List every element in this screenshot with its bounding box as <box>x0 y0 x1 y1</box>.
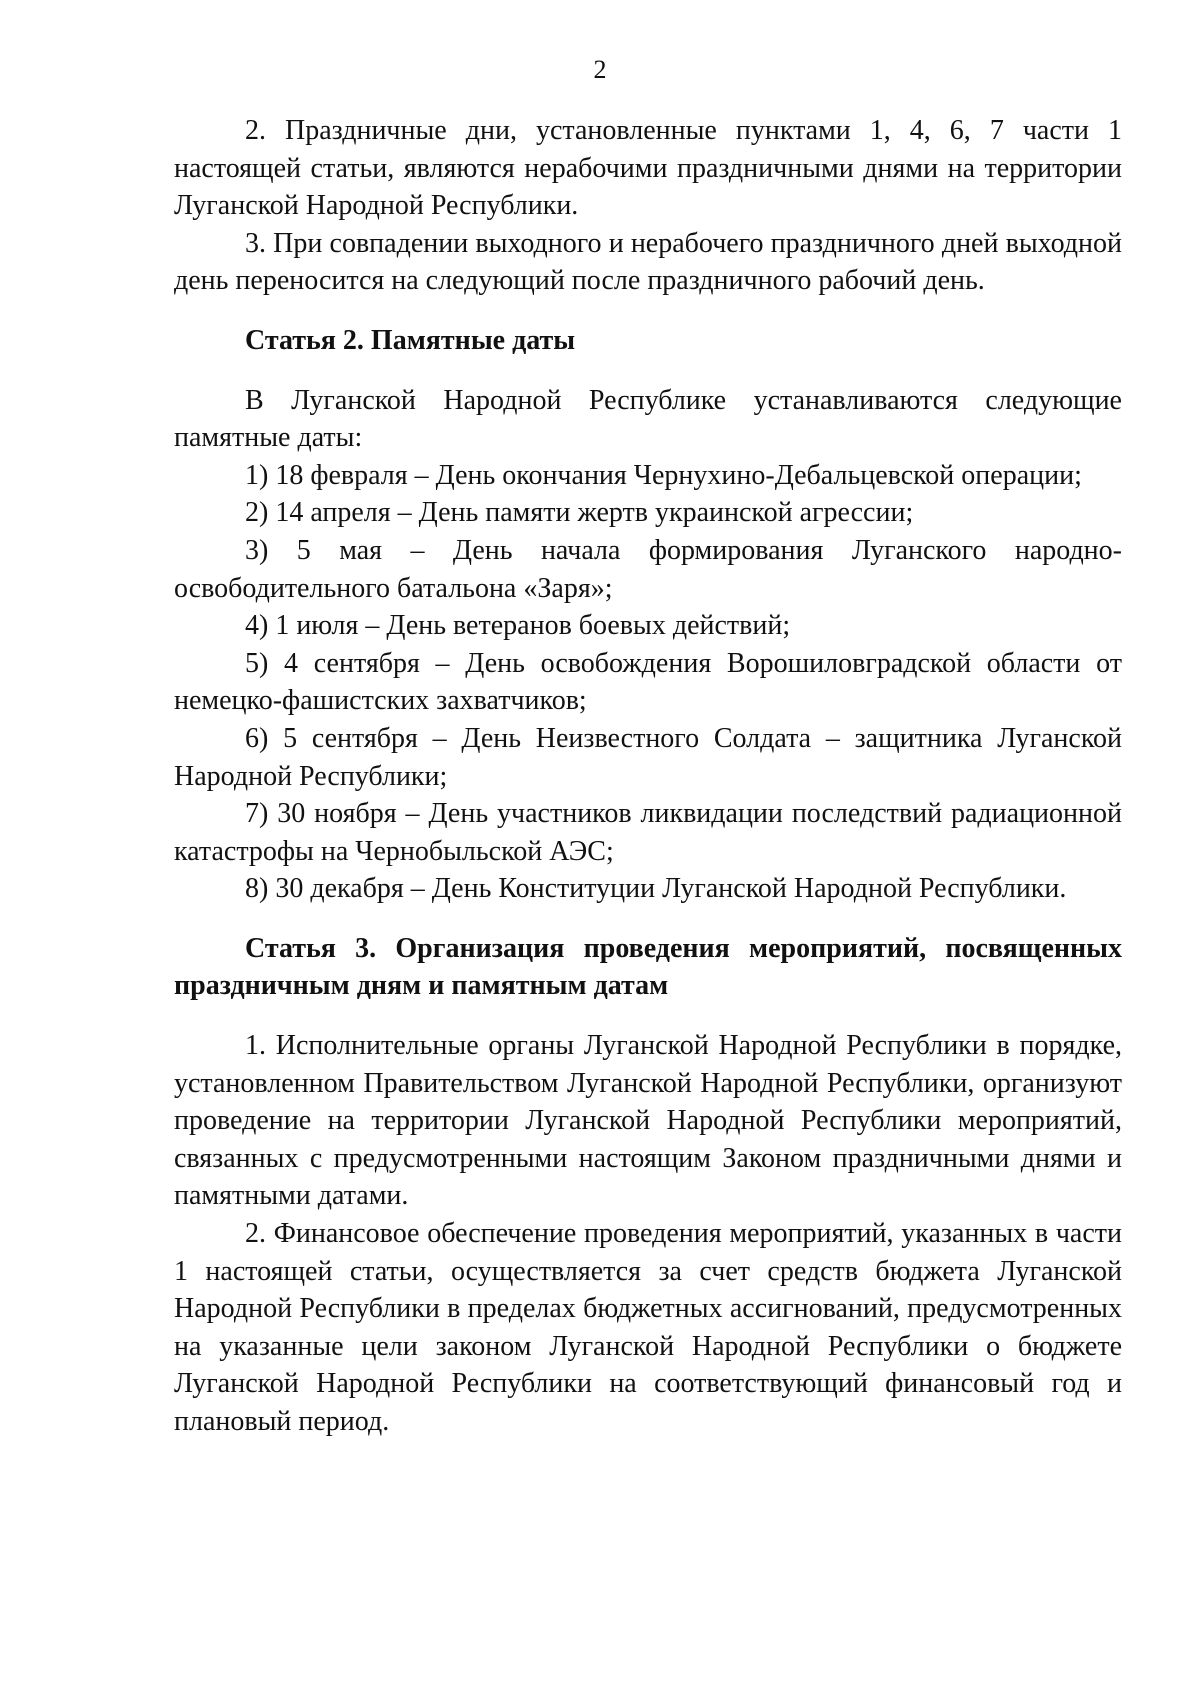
article3-paragraph-1: 1. Исполнительные органы Луганской Народной Республики в порядке, установленном Правительством Луганской Народной Республики, организуют проведение на территории Луганской Народной Республики мероприятий, связанных с предусмотренными настоящим Законом праздничными днями и памятными датами. <box>174 1030 1122 1212</box>
memorial-date-item: 3) 5 мая – День начала формирования Луганского народно-освободительного батальона «Заря»; <box>174 534 1122 604</box>
memorial-date-item: 5) 4 сентября – День освобождения Ворошиловградской области от немецко-фашистских захватчиков; <box>174 647 1122 717</box>
memorial-date-item: 2) 14 апреля – День памяти жертв украинской агрессии; <box>245 497 914 529</box>
article1-paragraph-2: 2. Праздничные дни, установленные пунктами 1, 4, 6, 7 части 1 настоящей статьи, являются нерабочими праздничными днями на территории Луганской Народной Республики. <box>174 115 1122 222</box>
page-number: 2 <box>593 55 607 84</box>
spacer <box>174 300 1122 322</box>
article2-intro: В Луганской Народной Республике устанавливаются следующие памятные даты: <box>174 384 1122 454</box>
memorial-date-item: 8) 30 декабря – День Конституции Луганской Народной Республики. <box>245 873 1067 905</box>
memorial-date-item: 1) 18 февраля – День окончания Чернухино-Дебальцевской операции; <box>245 459 1082 491</box>
article2-heading: Статья 2. Памятные даты <box>245 324 576 356</box>
article3-heading: Статья 3. Организация проведения мероприятий, посвященных праздничным дням и памятным датам <box>174 932 1122 1002</box>
memorial-date-item: 6) 5 сентября – День Неизвестного Солдата – защитника Луганской Народной Республики; <box>174 722 1122 792</box>
document-body <box>174 112 1122 1441</box>
memorial-date-item: 7) 30 ноября – День участников ликвидации последствий радиационной катастрофы на Чернобыльской АЭС; <box>174 798 1122 867</box>
article1-paragraph-3: 3. При совпадении выходного и нерабочего праздничного дней выходной день переносится на следующий после праздничного рабочий день. <box>174 227 1122 297</box>
spacer <box>174 360 1122 382</box>
spacer <box>174 908 1122 930</box>
memorial-date-item: 4) 1 июля – День ветеранов боевых действий; <box>245 610 791 642</box>
spacer <box>174 1005 1122 1027</box>
article3-paragraph-2: 2. Финансовое обеспечение проведения мероприятий, указанных в части 1 настоящей статьи, осуществляется за счет средств бюджета Луганской Народной Республики в пределах бюджетных ассигнований, предусмотренных на указанные цели законом Луганской Народной Республики о бюджете Луганской Народной Республики на соответствующий финансовый год и плановый период. <box>174 1218 1122 1437</box>
